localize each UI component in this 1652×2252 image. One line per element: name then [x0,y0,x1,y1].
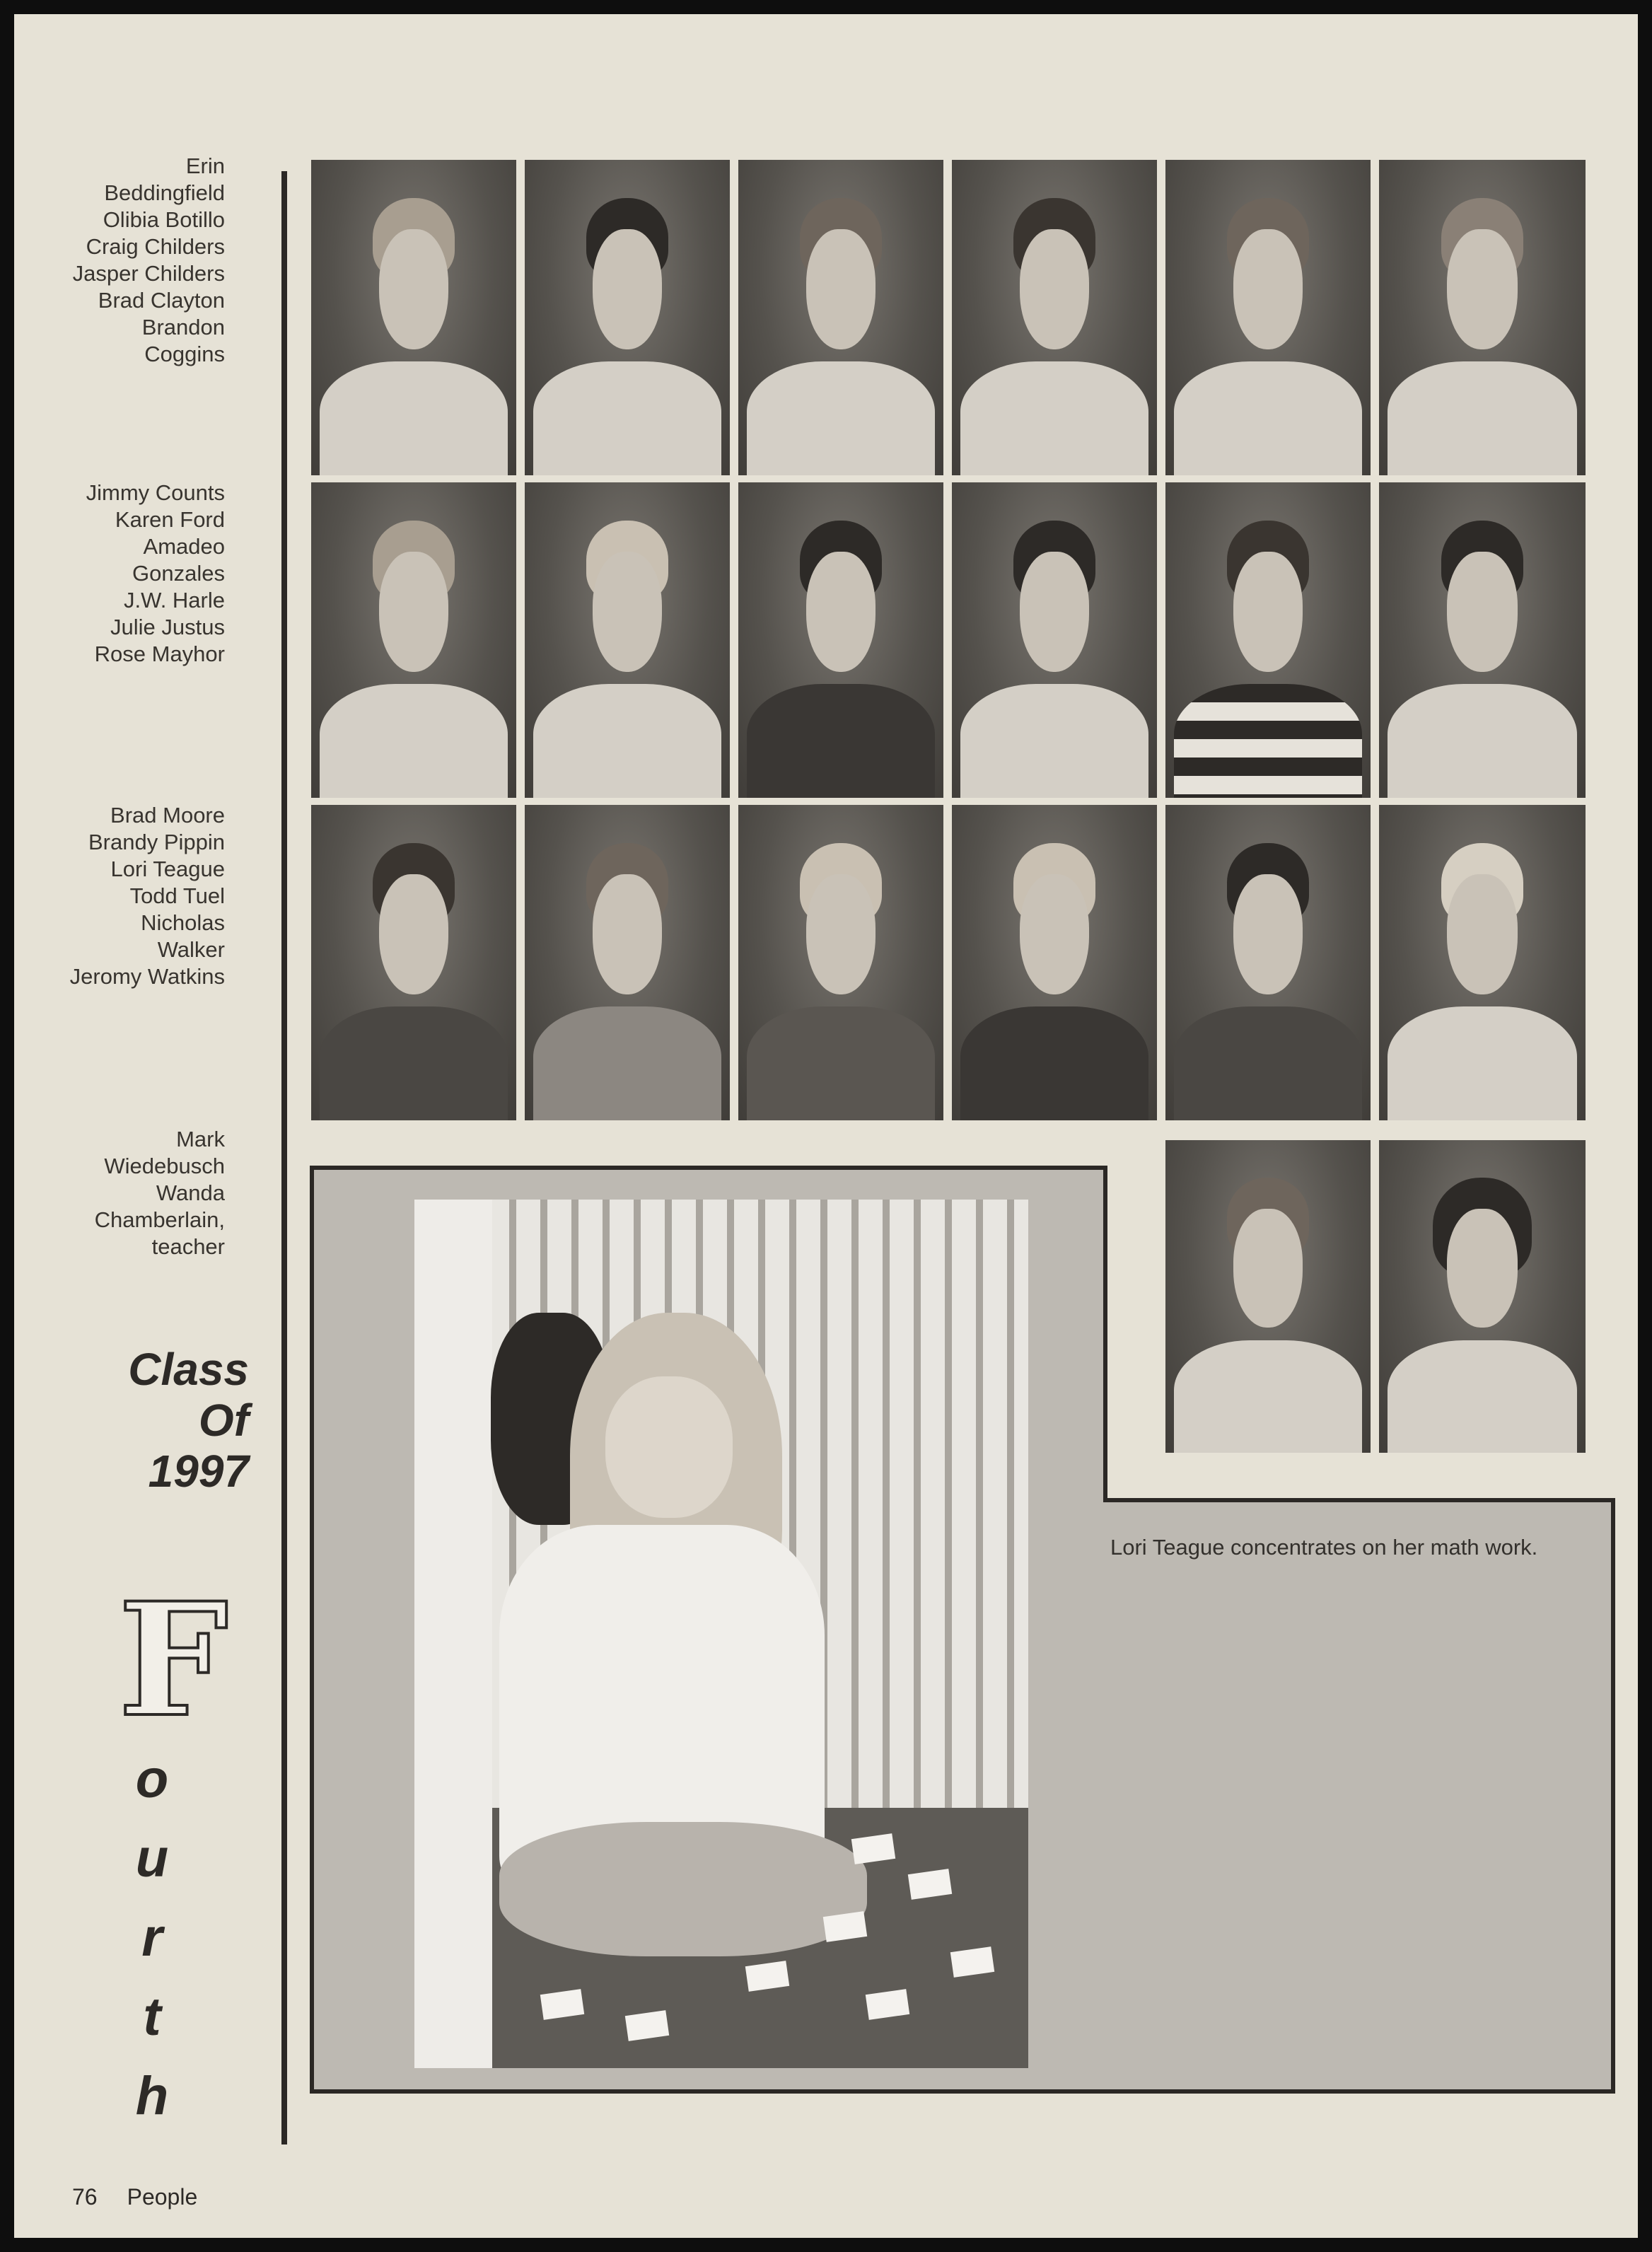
portrait-photo [1379,482,1586,798]
portrait-photo [738,805,943,1120]
student-name: Brandy Pippin [88,830,225,854]
portrait-photo [525,482,730,798]
teacher-portrait-photo [1379,1140,1586,1453]
student-name: Wiedebusch [104,1154,225,1178]
student-name: Brad Clayton [98,288,225,313]
portrait-photo [1165,1140,1371,1453]
photo-caption: Lori Teague concentrates on her math work. [1110,1535,1538,1560]
portrait-photo [952,482,1157,798]
yearbook-page [14,14,1638,2238]
teacher-label: teacher [151,1234,225,1259]
student-name: J.W. Harle [124,588,225,613]
student-name: Jimmy Counts [86,480,225,505]
portrait-photo [738,160,943,475]
portrait-photo [311,160,516,475]
student-name: Wanda [156,1180,225,1205]
portrait-photo [952,160,1157,475]
class-title: Class Of 1997 [128,1344,249,1497]
student-name: Jeromy Watkins [69,964,225,989]
portrait-photo [311,482,516,798]
portrait-photo [525,160,730,475]
portrait-photo [1165,160,1371,475]
student-name: Rose Mayhor [94,642,225,666]
section-label: People [127,2184,198,2210]
student-name: Chamberlain, [94,1207,225,1232]
page-number: 76 [72,2184,98,2210]
student-name: Julie Justus [110,615,225,639]
portrait-photo [1379,805,1586,1120]
vertical-divider [281,171,287,2144]
student-name: Coggins [144,342,225,366]
student-name: Brandon [141,315,225,339]
name-list-row-3 [0,802,225,990]
student-name: Erin [185,153,225,178]
grade-word-vertical: o u r t h [135,1749,169,2126]
candid-photo [414,1200,1028,2068]
name-list-row-2 [0,480,225,668]
page-footer [72,2184,227,2210]
student-name: Todd Tuel [129,883,225,908]
student-name: Nicholas [141,910,225,935]
portrait-photo [1165,482,1371,798]
student-name: Brad Moore [110,803,225,828]
decorative-initial-letter: F [117,1568,229,1751]
student-name: Craig Childers [86,234,225,259]
student-name: Amadeo [143,534,225,559]
portrait-photo [952,805,1157,1120]
student-name: Lori Teague [110,857,225,881]
portrait-photo [1165,805,1371,1120]
portrait-photo [738,482,943,798]
name-list-row-4 [0,1126,225,1260]
student-name: Karen Ford [115,507,225,532]
student-name: Jasper Childers [72,261,225,286]
portrait-photo [311,805,516,1120]
student-name: Mark [176,1127,225,1151]
student-name: Walker [157,937,225,962]
portrait-photo [1379,160,1586,475]
portrait-photo [525,805,730,1120]
student-name: Olibia Botillo [103,207,225,232]
student-name: Gonzales [132,561,225,586]
student-name: Beddingfield [104,180,225,205]
name-list-row-1 [0,153,225,368]
